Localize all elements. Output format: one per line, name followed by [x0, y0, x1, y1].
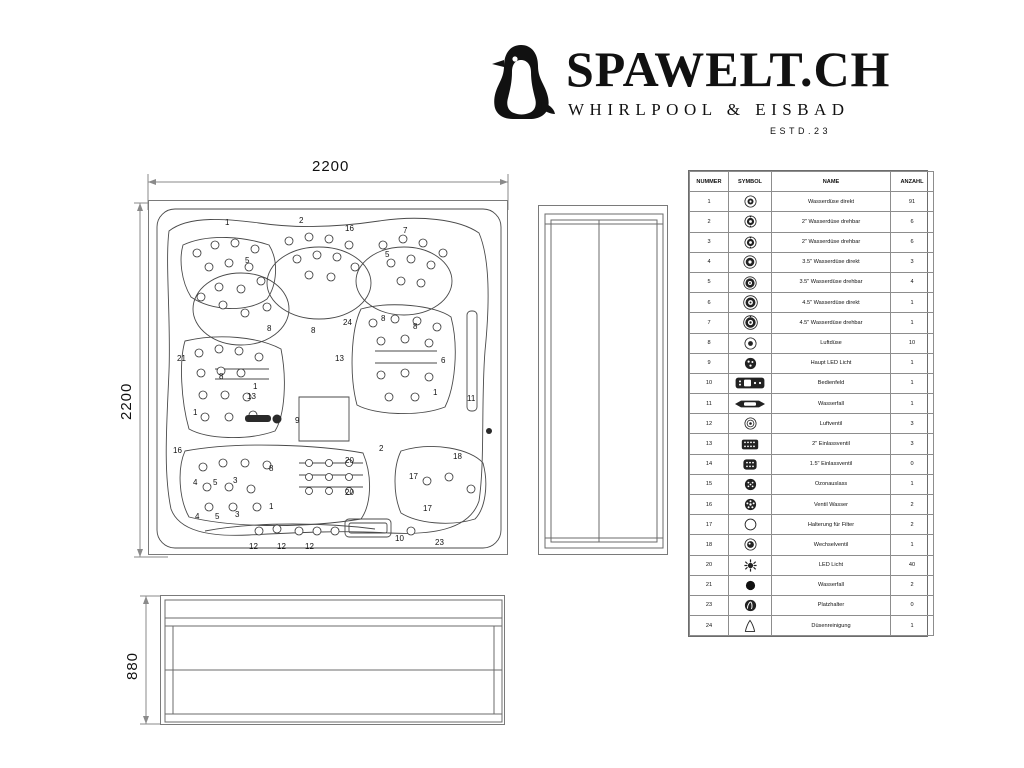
legend-row — [690, 515, 934, 535]
legend-row — [690, 394, 934, 414]
svg-text:12: 12 — [249, 542, 258, 551]
spa-front-view — [160, 595, 505, 725]
legend-cell-name: 2" Wasserdüse drehbar — [772, 232, 891, 252]
legend-cell-qty: 1 — [891, 313, 934, 333]
legend-cell-name: Haupt LED Licht — [772, 353, 891, 373]
legend-cell-name: 3.5" Wasserdüse direkt — [772, 252, 891, 272]
legend-row — [690, 272, 934, 292]
water-valve-icon — [729, 495, 772, 515]
legend-cell-name: LED Licht — [772, 555, 891, 575]
legend-cell-qty: 1 — [891, 474, 934, 494]
svg-text:12: 12 — [277, 542, 286, 551]
jet-rotatable-icon — [729, 232, 772, 252]
brand-name: SPAWELT.CH — [566, 41, 891, 97]
svg-text:20: 20 — [345, 488, 354, 497]
legend-cell-number: 3 — [690, 232, 729, 252]
legend-row — [690, 212, 934, 232]
svg-text:8: 8 — [311, 326, 316, 335]
control-panel-icon — [729, 373, 772, 393]
svg-text:3: 3 — [233, 476, 238, 485]
legend-cell-name: Wasserfall — [772, 575, 891, 595]
penguin-icon — [486, 42, 556, 122]
brand-estd: ESTD.23 — [770, 126, 832, 136]
legend-cell-number: 5 — [690, 272, 729, 292]
legend-cell-qty: 0 — [891, 454, 934, 474]
legend-header-name: NAME — [772, 172, 891, 192]
svg-text:17: 17 — [423, 504, 432, 513]
svg-text:7: 7 — [403, 226, 408, 235]
spa-plan-drawing — [149, 201, 509, 556]
svg-text:1: 1 — [253, 382, 258, 391]
svg-text:5: 5 — [213, 478, 218, 487]
legend-header-number: NUMMER — [690, 172, 729, 192]
legend-cell-name: Düsenreinigung — [772, 616, 891, 636]
svg-text:1: 1 — [225, 218, 230, 227]
legend-cell-qty: 2 — [891, 515, 934, 535]
svg-text:2: 2 — [299, 216, 304, 225]
jet-direct-icon — [729, 192, 772, 212]
svg-text:3: 3 — [235, 510, 240, 519]
spa-top-view — [148, 200, 508, 555]
svg-text:1: 1 — [193, 408, 198, 417]
legend-cell-qty: 2 — [891, 495, 934, 515]
svg-text:13: 13 — [247, 392, 256, 401]
legend-cell-qty: 40 — [891, 555, 934, 575]
filter-holder-icon — [729, 515, 772, 535]
svg-text:8: 8 — [267, 324, 272, 333]
legend-cell-qty: 1 — [891, 373, 934, 393]
legend-cell-name: 2" Wasserdüse drehbar — [772, 212, 891, 232]
legend-cell-name: 3.5" Wasserdüse drehbar — [772, 272, 891, 292]
svg-text:17: 17 — [409, 472, 418, 481]
svg-text:1: 1 — [433, 388, 438, 397]
main-led-icon — [729, 353, 772, 373]
legend-cell-name: Bedienfeld — [772, 373, 891, 393]
legend-cell-number: 8 — [690, 333, 729, 353]
ozone-icon — [729, 474, 772, 494]
legend-cell-number: 9 — [690, 353, 729, 373]
legend-cell-qty: 3 — [891, 434, 934, 454]
svg-text:18: 18 — [453, 452, 462, 461]
svg-text:12: 12 — [305, 542, 314, 551]
svg-text:6: 6 — [441, 356, 446, 365]
svg-text:20: 20 — [345, 456, 354, 465]
legend-cell-qty: 10 — [891, 333, 934, 353]
legend-cell-qty: 91 — [891, 192, 934, 212]
legend-cell-qty: 2 — [891, 575, 934, 595]
legend-row — [690, 535, 934, 555]
legend-cell-number: 23 — [690, 595, 729, 615]
legend-row — [690, 495, 934, 515]
legend-header-symbol: SYMBOL — [729, 172, 772, 192]
legend-cell-name: 4.5" Wasserdüse direkt — [772, 293, 891, 313]
jet-45-rotatable-icon — [729, 313, 772, 333]
legend-cell-number: 10 — [690, 373, 729, 393]
legend-cell-name: Halterung für Filter — [772, 515, 891, 535]
legend-cell-qty: 1 — [891, 616, 934, 636]
legend-cell-number: 20 — [690, 555, 729, 575]
dim-front-height: 880 — [124, 651, 141, 680]
legend-row — [690, 575, 934, 595]
svg-text:4: 4 — [195, 512, 200, 521]
inlet-15-icon — [729, 454, 772, 474]
legend-cell-number: 11 — [690, 394, 729, 414]
legend-cell-name: Wasserfall — [772, 394, 891, 414]
legend-cell-qty: 1 — [891, 535, 934, 555]
svg-text:5: 5 — [245, 256, 250, 265]
legend-cell-number: 21 — [690, 575, 729, 595]
svg-text:5: 5 — [215, 512, 220, 521]
air-valve-icon — [729, 414, 772, 434]
svg-text:11: 11 — [467, 394, 476, 403]
inlet-2-icon — [729, 434, 772, 454]
svg-text:1: 1 — [269, 502, 274, 511]
svg-text:24: 24 — [343, 318, 352, 327]
change-valve-icon — [729, 535, 772, 555]
legend-cell-number: 4 — [690, 252, 729, 272]
svg-text:5: 5 — [385, 250, 390, 259]
brand-subtitle: WHIRLPOOL & EISBAD — [568, 100, 850, 119]
jet-cleaning-icon — [729, 616, 772, 636]
spa-front-drawing — [161, 596, 506, 726]
legend-row — [690, 232, 934, 252]
legend-table — [688, 170, 928, 637]
legend-cell-number: 18 — [690, 535, 729, 555]
svg-text:21: 21 — [177, 354, 186, 363]
legend-cell-number: 16 — [690, 495, 729, 515]
svg-text:4: 4 — [193, 478, 198, 487]
waterfall-icon — [729, 394, 772, 414]
legend-cell-qty: 3 — [891, 252, 934, 272]
legend-row — [690, 293, 934, 313]
svg-text:8: 8 — [269, 464, 274, 473]
svg-text:8: 8 — [381, 314, 386, 323]
legend-row — [690, 333, 934, 353]
legend-row — [690, 434, 934, 454]
legend-cell-qty: 6 — [891, 232, 934, 252]
svg-text:16: 16 — [345, 224, 354, 233]
jet-35-direct-icon — [729, 252, 772, 272]
dim-top-width: 2200 — [312, 158, 350, 175]
legend-cell-number: 12 — [690, 414, 729, 434]
legend-header-qty: ANZAHL — [891, 172, 934, 192]
legend-cell-name: Platzhalter — [772, 595, 891, 615]
legend-cell-qty: 1 — [891, 394, 934, 414]
svg-text:2: 2 — [379, 444, 384, 453]
legend-row — [690, 252, 934, 272]
legend-cell-qty: 3 — [891, 414, 934, 434]
legend-cell-name: Wechselventil — [772, 535, 891, 555]
legend-cell-qty: 0 — [891, 595, 934, 615]
legend-row — [690, 454, 934, 474]
svg-text:23: 23 — [435, 538, 444, 547]
jet-35-rotatable-icon — [729, 272, 772, 292]
legend-cell-number: 15 — [690, 474, 729, 494]
spa-side-view — [538, 205, 668, 555]
svg-text:13: 13 — [335, 354, 344, 363]
legend-cell-number: 1 — [690, 192, 729, 212]
waterfall-dot-icon — [729, 575, 772, 595]
legend-cell-qty: 1 — [891, 293, 934, 313]
legend-row — [690, 595, 934, 615]
svg-text:8: 8 — [219, 372, 224, 381]
legend-row — [690, 555, 934, 575]
legend-cell-number: 13 — [690, 434, 729, 454]
legend-cell-number: 2 — [690, 212, 729, 232]
legend-cell-qty: 6 — [891, 212, 934, 232]
legend-cell-number: 7 — [690, 313, 729, 333]
legend-cell-number: 6 — [690, 293, 729, 313]
legend-cell-name: Ventil Wasser — [772, 495, 891, 515]
legend-row — [690, 313, 934, 333]
svg-text:8: 8 — [413, 322, 418, 331]
legend-row — [690, 474, 934, 494]
legend-cell-qty: 1 — [891, 353, 934, 373]
legend-cell-qty: 4 — [891, 272, 934, 292]
spa-side-drawing — [539, 206, 669, 556]
legend-row — [690, 616, 934, 636]
jet-rotatable-icon — [729, 212, 772, 232]
legend-cell-number: 24 — [690, 616, 729, 636]
legend-row — [690, 192, 934, 212]
air-jet-icon — [729, 333, 772, 353]
legend-row — [690, 373, 934, 393]
led-light-icon — [729, 555, 772, 575]
brand-header — [470, 40, 900, 145]
jet-45-direct-icon — [729, 293, 772, 313]
legend-row — [690, 353, 934, 373]
legend-cell-number: 17 — [690, 515, 729, 535]
legend-cell-name: Luftdüse — [772, 333, 891, 353]
legend-row — [690, 414, 934, 434]
legend-cell-name: 4.5" Wasserdüse drehbar — [772, 313, 891, 333]
svg-text:9: 9 — [295, 416, 300, 425]
legend-header-row — [690, 172, 934, 192]
legend-cell-name: 2" Einlassventil — [772, 434, 891, 454]
legend-cell-name: Wasserdüse direkt — [772, 192, 891, 212]
legend-cell-number: 14 — [690, 454, 729, 474]
legend-cell-name: Luftventil — [772, 414, 891, 434]
placeholder-icon — [729, 595, 772, 615]
legend-cell-name: Ozonauslass — [772, 474, 891, 494]
legend-cell-name: 1.5" Einlassventil — [772, 454, 891, 474]
svg-text:16: 16 — [173, 446, 182, 455]
svg-text:10: 10 — [395, 534, 404, 543]
dim-top-height: 2200 — [118, 382, 135, 420]
